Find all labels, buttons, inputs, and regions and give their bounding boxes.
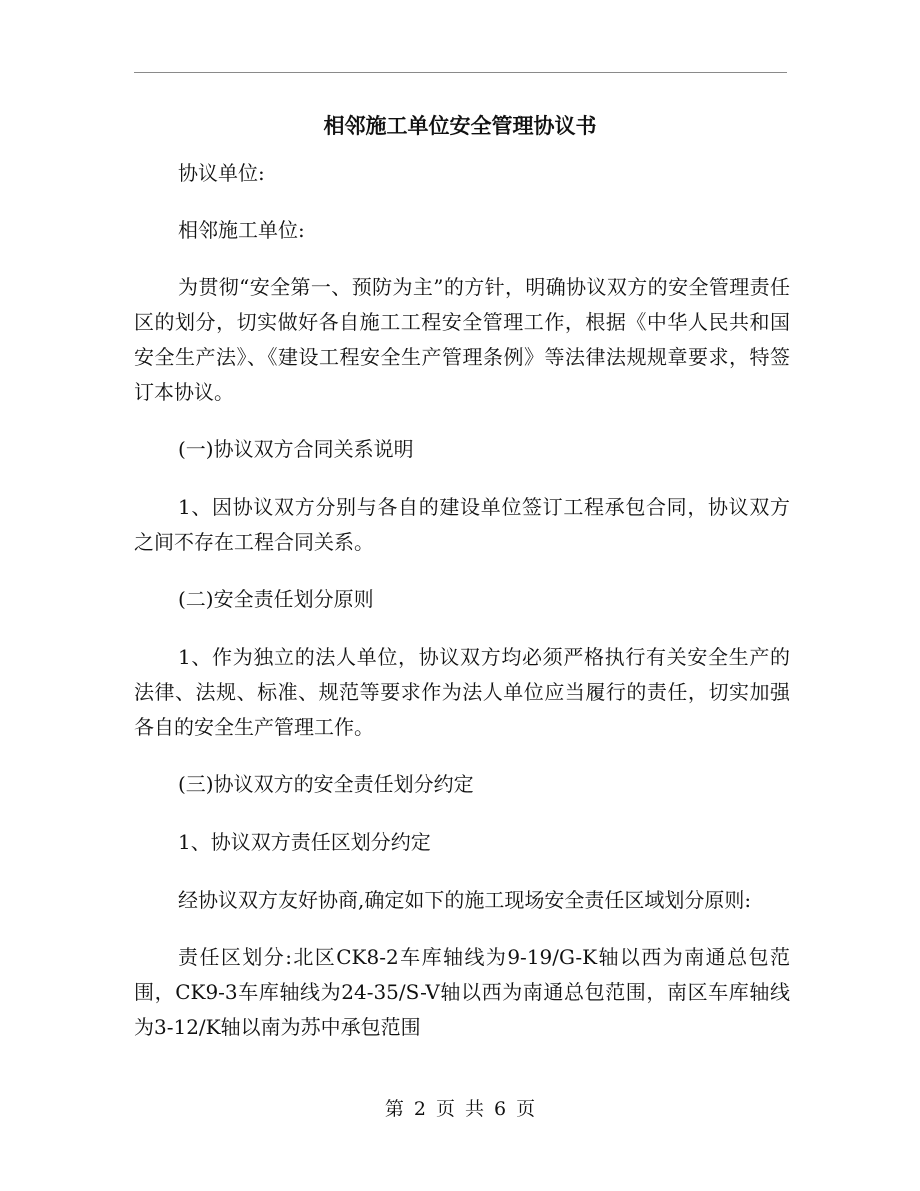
subsection-heading: 1、协议双方责任区划分约定 [178,830,431,854]
page-number: 第 2 页 共 6 页 [384,1098,536,1120]
header-rule [134,72,787,73]
paragraph-purpose: 为贯彻“安全第一、预防为主”的方针，明确协议双方的安全管理责任区的划分，切实做好各自施工工程安全管理工作，根据《中华人民共和国安全生产法》、《建设工程安全生产管理条例》等法律法规规章要求，特签订本协议。 [134,275,790,404]
section-heading-2: (二)安全责任划分原则 [178,587,374,611]
document-title: 相邻施工单位安全管理协议书 [323,113,597,138]
paragraph-adjacent-party: 相邻施工单位: [178,218,305,242]
paragraph-zone-division: 责任区划分:北区CK8-2车库轴线为9-19/G-K轴以西为南通总包范围，CK9-3车库轴线为24-35/S-V轴以西为南通总包范围，南区车库轴线为3-12/K轴以南为苏中承包范围 [134,945,790,1039]
document-body [134,156,790,1067]
section-heading-3: (三)协议双方的安全责任划分约定 [178,772,474,796]
paragraph-party: 协议单位: [178,161,265,185]
paragraph-principle: 1、作为独立的法人单位，协议双方均必须严格执行有关安全生产的法律、法规、标准、规范等要求作为法人单位应当履行的责任，切实加强各自的安全生产管理工作。 [134,645,790,739]
paragraph-contract-relation: 1、因协议双方分别与各自的建设单位签订工程承包合同，协议双方之间不存在工程合同关系。 [134,495,790,554]
paragraph-agreement: 经协议双方友好协商,确定如下的施工现场安全责任区域划分原则: [178,888,752,912]
section-heading-1: (一)协议双方合同关系说明 [178,437,414,461]
